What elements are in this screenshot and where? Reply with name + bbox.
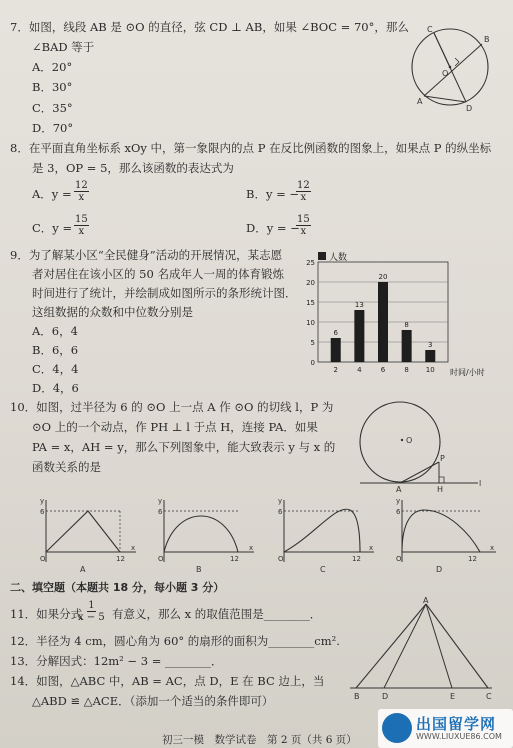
q12-text: 12．半径为 4 cm，圆心角为 60° 的扇形的面积为________cm². <box>10 634 340 648</box>
q7-option-b: B．30° <box>32 80 73 94</box>
x-axis-label: 时间/小时 <box>450 368 485 377</box>
svg-text:O: O <box>396 555 402 563</box>
svg-text:D: D <box>466 104 473 113</box>
section-2-title: 二、填空题（本题共 18 分，每小题 3 分） <box>10 581 225 594</box>
q9-line1: 9．为了解某小区“全民健身”活动的开展情况，某志愿 <box>10 248 283 262</box>
q8-option-c-num: 15 <box>75 214 88 225</box>
q8-option-c-den: x <box>78 226 85 237</box>
q9-option-d: D．4，6 <box>32 381 79 395</box>
q7-circle-figure <box>400 22 500 114</box>
q9-line4: 这组数据的众数和中位数分别是 <box>32 305 193 319</box>
svg-text:12: 12 <box>116 555 125 563</box>
bar <box>425 350 435 362</box>
y-tick-label: 10 <box>306 319 315 327</box>
svg-text:B: B <box>354 692 360 701</box>
svg-text:A: A <box>423 596 429 605</box>
svg-text:C: C <box>486 692 492 701</box>
bar <box>354 310 364 362</box>
watermark <box>378 709 513 748</box>
q13-text: 13．分解因式：12m² − 3 = ________． <box>10 654 223 668</box>
q7-option-a: A．20° <box>32 60 73 74</box>
svg-text:6: 6 <box>278 508 283 516</box>
q8-line1: 8．在平面直角坐标系 xOy 中，第一象限内的点 P 在反比例函数的图象上，如果点 P 的纵坐标 <box>10 141 492 155</box>
q10-graph-a <box>28 494 138 574</box>
svg-text:x: x <box>249 544 254 552</box>
bar-value-label: 6 <box>333 329 338 337</box>
watermark-logo-icon <box>382 713 412 743</box>
q10-graph-b <box>146 494 256 574</box>
y-tick-label: 5 <box>310 339 315 347</box>
svg-text:l: l <box>479 479 482 488</box>
y-tick-label: 20 <box>306 279 315 287</box>
graph-label-a: A <box>80 565 86 574</box>
svg-text:D: D <box>382 692 389 701</box>
q8-option-d-den: x <box>300 226 307 237</box>
q14-triangle-figure <box>342 596 502 704</box>
svg-text:A: A <box>396 485 402 493</box>
svg-text:6: 6 <box>158 508 163 516</box>
q8-line2: 是 3，OP = 5，那么该函数的表达式为 <box>32 161 234 175</box>
y-tick-label: 25 <box>306 259 315 267</box>
q10-tangent-figure <box>350 398 490 493</box>
q11-fraction <box>78 600 105 623</box>
bar-value-label: 8 <box>404 321 409 329</box>
svg-text:A: A <box>417 97 423 106</box>
q9-option-a: A．6，4 <box>32 324 78 338</box>
q9-option-c: C．4，4 <box>32 362 79 376</box>
x-tick-label: 8 <box>404 366 409 374</box>
x-tick-label: 4 <box>357 366 362 374</box>
svg-text:y: y <box>396 497 401 505</box>
svg-text:H: H <box>437 485 444 493</box>
svg-text:6: 6 <box>396 508 401 516</box>
q10-line2: ⊙O 上的一个动点，作 PH ⊥ l 于点 H，连接 PA．如果 <box>32 420 318 434</box>
q8-option-b-den: x <box>300 192 307 203</box>
q7-line2: ∠BAD 等于 <box>32 40 95 54</box>
q10-graph-c <box>266 494 376 574</box>
q8-option-a-fraction <box>74 180 89 203</box>
q11-den: x − 5 <box>78 612 105 623</box>
q8-option-b-prefix: B．y = − <box>246 187 300 201</box>
q7-option-d: D．70° <box>32 121 74 135</box>
bar-value-label: 20 <box>378 273 388 281</box>
svg-text:y: y <box>278 497 283 505</box>
svg-text:12: 12 <box>230 555 239 563</box>
q10-line3: PA = x，AH = y，那么下列图象中，能大致表示 y 与 x 的 <box>32 440 336 454</box>
q7-option-c: C．35° <box>32 101 73 115</box>
q8-option-a-den: x <box>78 192 85 203</box>
q14-line2: △ABD ≌ △ACE．（添加一个适当的条件即可） <box>32 694 274 708</box>
y-tick-label: 0 <box>310 359 315 367</box>
svg-text:P: P <box>440 454 445 463</box>
q8-option-d-num: 15 <box>297 214 310 225</box>
watermark-brand: 出国留学网 <box>416 715 497 733</box>
svg-text:y: y <box>40 497 45 505</box>
q14-line1: 14．如图，△ABC 中，AB = AC，点 D，E 在 BC 边上，当 <box>10 674 325 688</box>
svg-text:x: x <box>490 544 495 552</box>
x-tick-label: 6 <box>380 366 386 374</box>
bar-value-label: 3 <box>428 341 433 349</box>
q8-option-b-fraction <box>296 180 311 203</box>
graph-label-c: C <box>320 565 326 574</box>
q11-prefix: 11．如果分式 <box>10 607 83 621</box>
svg-text:O: O <box>40 555 46 563</box>
svg-text:12: 12 <box>352 555 361 563</box>
q8-option-c-fraction <box>74 214 89 237</box>
bar <box>402 330 412 362</box>
svg-text:O: O <box>442 69 449 78</box>
q8-option-a-num: 12 <box>75 180 88 191</box>
y-tick-label: 15 <box>306 299 315 307</box>
q7-line1: 7．如图，线段 AB 是 ⊙O 的直径，弦 CD ⊥ AB，如果 ∠BOC = 70°，那么 <box>10 20 409 34</box>
q8-option-d-prefix: D．y = − <box>246 221 300 235</box>
q8-option-b-num: 12 <box>297 180 310 191</box>
bar-value-label: 13 <box>354 301 364 309</box>
q9-bar-chart <box>300 244 500 384</box>
svg-text:C: C <box>427 25 433 34</box>
q9-line3: 时间进行了统计，并绘制成如图所示的条形统计图． <box>32 286 297 300</box>
bar <box>331 338 341 362</box>
svg-text:O: O <box>158 555 164 563</box>
watermark-url: WWW.LIUXUE86.COM <box>416 732 502 741</box>
svg-text:x: x <box>131 544 136 552</box>
x-tick-label: 10 <box>425 366 435 374</box>
graph-label-b: B <box>196 565 202 574</box>
q8-option-a-prefix: A．y = <box>32 187 72 201</box>
legend-swatch <box>318 252 326 260</box>
q10-line1: 10．如图，过半径为 6 的 ⊙O 上一点 A 作 ⊙O 的切线 l，P 为 <box>10 400 334 414</box>
q9-option-b: B．6，6 <box>32 343 79 357</box>
q9-line2: 者对居住在该小区的 50 名成年人一周的体育锻炼 <box>32 267 284 281</box>
svg-text:O: O <box>406 436 413 445</box>
q8-option-c-prefix: C．y = <box>32 221 73 235</box>
legend-label: 人数 <box>329 253 348 263</box>
q10-line4: 函数关系的是 <box>32 460 101 474</box>
x-tick-label: 2 <box>333 366 338 374</box>
svg-text:12: 12 <box>468 555 477 563</box>
q8-option-d-fraction <box>296 214 311 237</box>
svg-text:B: B <box>484 35 490 44</box>
svg-text:y: y <box>158 497 163 505</box>
bar <box>378 282 388 362</box>
page-footer: 初三一模 数学试卷 第 2 页（共 6 页） <box>162 734 357 746</box>
svg-text:O: O <box>278 555 284 563</box>
svg-text:x: x <box>369 544 374 552</box>
q11-suffix: 有意义，那么 x 的取值范围是________． <box>112 607 322 621</box>
svg-text:E: E <box>450 692 456 701</box>
q11-num: 1 <box>88 600 95 611</box>
graph-label-d: D <box>436 565 443 574</box>
svg-text:6: 6 <box>40 508 45 516</box>
q10-graph-d <box>384 494 499 574</box>
